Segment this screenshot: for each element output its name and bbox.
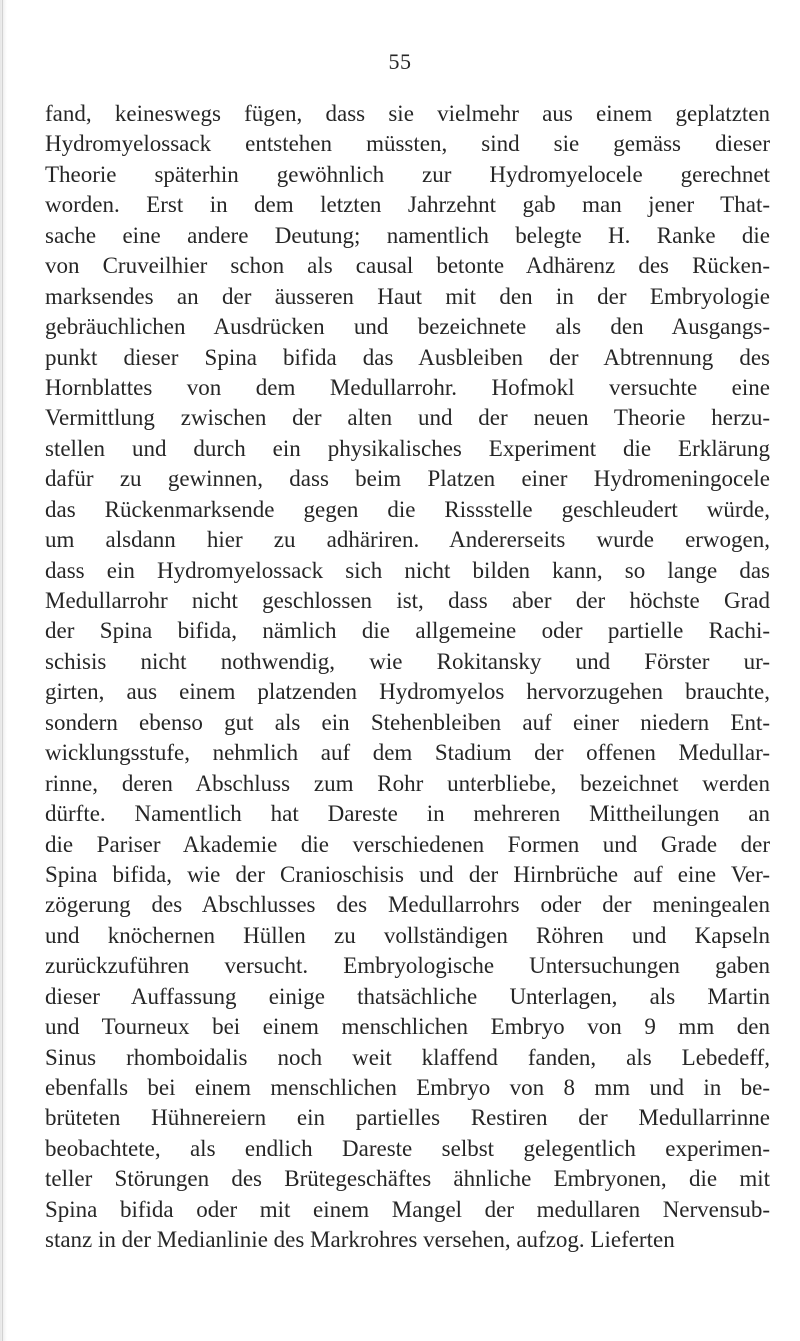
text-line: und knöchernen Hüllen zu vollständigen Röhren und Kapseln <box>45 922 770 948</box>
text-line: stanz in der Medianlinie des Markrohres versehen, aufzog. Lieferten <box>45 1227 675 1253</box>
text-line: dürfte. Namentlich hat Dareste in mehreren Mittheilungen an <box>45 801 770 827</box>
text-line: girten, aus einem platzenden Hydromyelos hervorzugehen brauchte, <box>45 679 770 705</box>
text-line: ebenfalls bei einem menschlichen Embryo von 8 mm und in be- <box>45 1075 770 1100</box>
text-line: dieser Auffassung einige thatsächliche Unterlagen, als Martin <box>45 983 770 1009</box>
text-line: wicklungsstufe, nehmlich auf dem Stadium der offenen Medullar- <box>45 740 770 766</box>
text-line: Spina bifida oder mit einem Mangel der medullaren Nervensub- <box>45 1196 770 1222</box>
text-line: brüteten Hühnereiern ein partielles Restiren der Medullarrinne <box>45 1105 770 1131</box>
text-line: punkt dieser Spina bifida das Ausbleiben der Abtrennung des <box>45 344 770 370</box>
text-line: beobachtete, als endlich Dareste selbst gelegentlich experimen- <box>45 1135 770 1161</box>
text-line: stellen und durch ein physikalisches Experiment die Erklärung <box>45 435 770 461</box>
text-line: und Tourneux bei einem menschlichen Embryo von 9 mm den <box>45 1014 770 1040</box>
text-line: zurückzuführen versucht. Embryologische Untersuchungen gaben <box>45 953 770 979</box>
text-line: gebräuchlichen Ausdrücken und bezeichnete als den Ausgangs- <box>45 314 770 340</box>
text-line: dafür zu gewinnen, dass beim Platzen einer Hydromeningocele <box>45 466 770 492</box>
text-line: das Rückenmarksende gegen die Rissstelle geschleudert würde, <box>45 496 770 522</box>
text-line: Vermittlung zwischen der alten und der neuen Theorie herzu- <box>45 405 770 431</box>
text-line: Hornblattes von dem Medullarrohr. Hofmokl versuchte eine <box>45 374 770 400</box>
text-line: teller Störungen des Brütegeschäftes ähnliche Embryonen, die mit <box>45 1166 770 1192</box>
text-line: Spina bifida, wie der Cranioschisis und der Hirnbrüche auf eine Ver- <box>45 861 770 887</box>
text-line: Theorie späterhin gewöhnlich zur Hydromyelocele gerechnet <box>45 161 770 187</box>
text-line: von Cruveilhier schon als causal betonte Adhärenz des Rücken- <box>45 253 770 279</box>
text-line: Medullarrohr nicht geschlossen ist, dass aber der höchste Grad <box>45 588 770 613</box>
text-line: fand, keineswegs fügen, dass sie vielmehr aus einem geplatzten <box>45 101 770 126</box>
text-line: Hydromyelossack entstehen müssten, sind sie gemäss dieser <box>45 131 770 157</box>
text-line: die Pariser Akademie die verschiedenen Formen und Grade der <box>45 831 770 857</box>
text-line: marksendes an der äusseren Haut mit den in der Embryologie <box>45 283 770 309</box>
body-text <box>45 99 770 1256</box>
text-line: sache eine andere Deutung; namentlich belegte H. Ranke die <box>45 222 770 248</box>
text-line: um alsdann hier zu adhäriren. Andererseits wurde erwogen, <box>45 527 770 553</box>
text-line: zögerung des Abschlusses des Medullarrohrs oder der meningealen <box>45 892 770 918</box>
text-line: der Spina bifida, nämlich die allgemeine oder partielle Rachi- <box>45 618 770 644</box>
text-line: rinne, deren Abschluss zum Rohr unterbliebe, bezeichnet werden <box>45 770 770 796</box>
text-line: sondern ebenso gut als ein Stehenbleiben auf einer niedern Ent- <box>45 709 770 735</box>
page-binding-line <box>2 0 3 1341</box>
text-line: worden. Erst in dem letzten Jahrzehnt gab man jener That- <box>45 192 770 218</box>
text-line: dass ein Hydromyelossack sich nicht bilden kann, so lange das <box>45 557 770 583</box>
text-line: Sinus rhomboidalis noch weit klaffend fanden, als Lebedeff, <box>45 1044 770 1070</box>
text-line: schisis nicht nothwendig, wie Rokitansky und Förster ur- <box>45 648 770 674</box>
page-number: 55 <box>388 49 412 74</box>
